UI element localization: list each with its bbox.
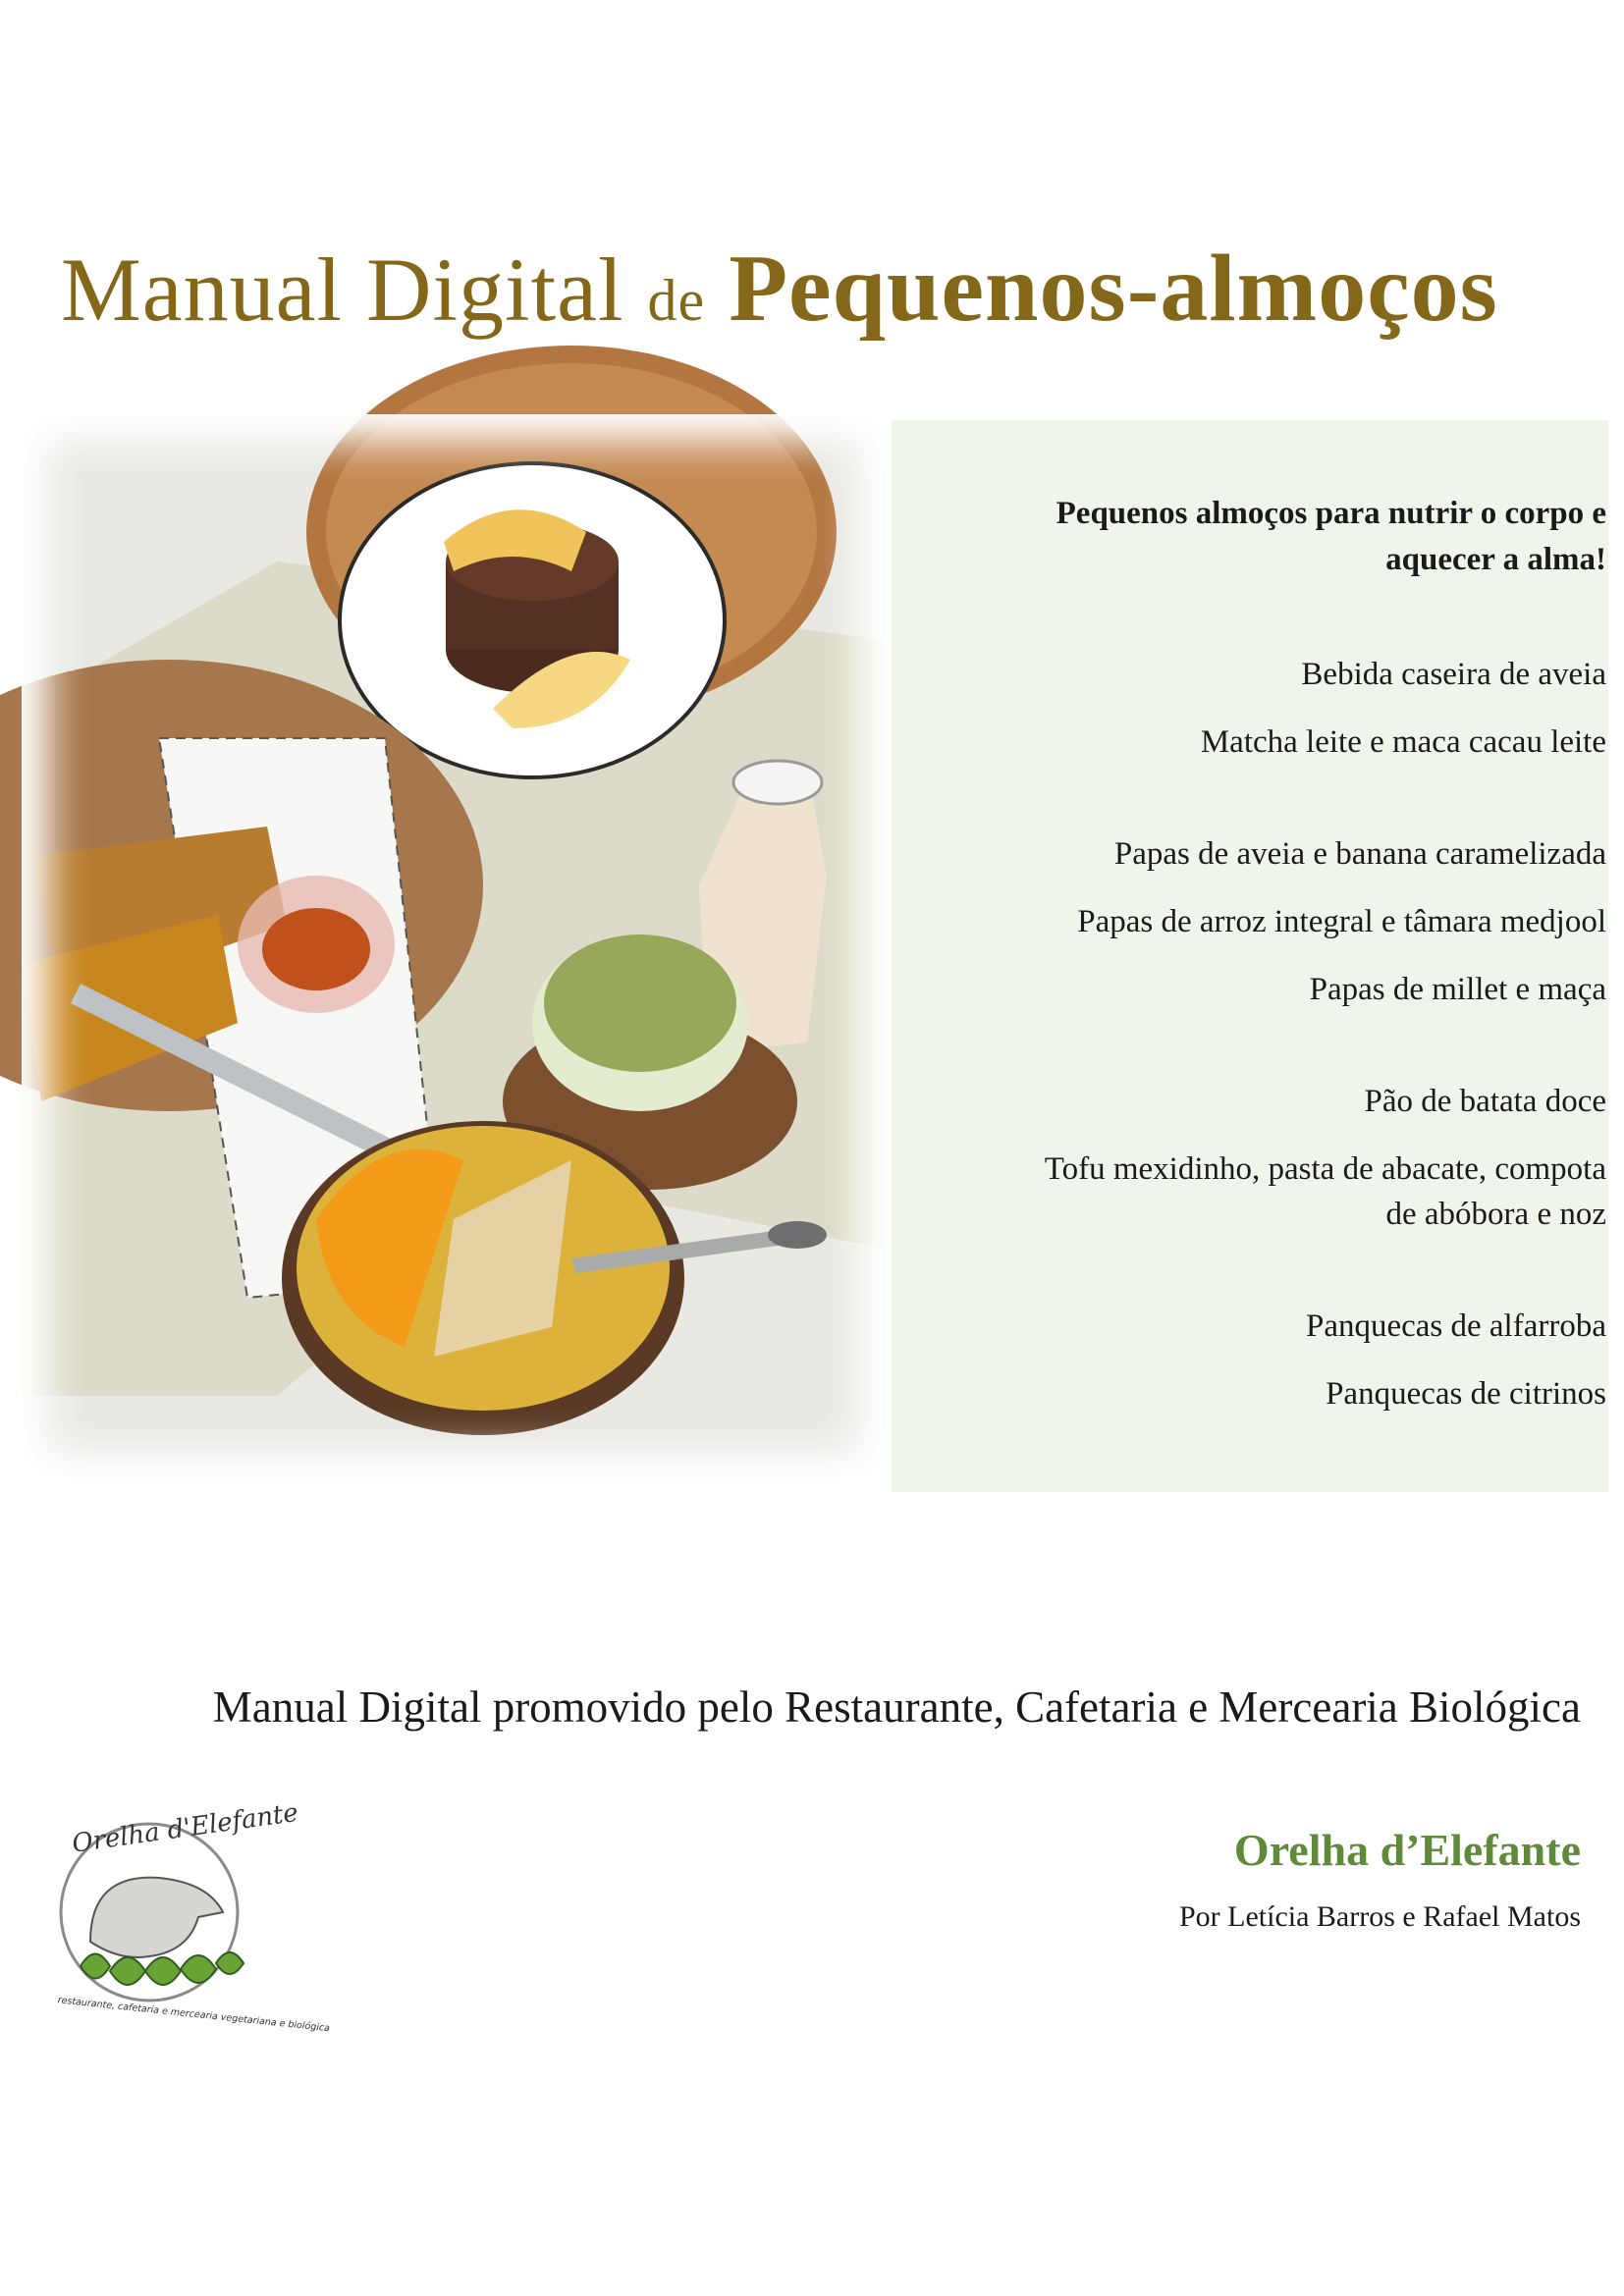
authors-credit: Por Letícia Barros e Rafael Matos — [1178, 1900, 1581, 1933]
menu-item: Tofu mexidinho, pasta de abacate, compota de abóbora e noz — [1044, 1151, 1606, 1232]
title-part-1: Manual Digital — [61, 240, 624, 340]
brand-name: Orelha d’Elefante — [1233, 1825, 1581, 1875]
menu-tagline: Pequenos almoços para nutrir o corpo e aquecer a alma! — [1056, 496, 1606, 577]
menu-group-drinks — [892, 652, 1608, 765]
menu-group-pancakes — [892, 1304, 1608, 1416]
menu-item: Matcha leite e maca cacau leite — [1200, 724, 1606, 760]
menu-group-porridge — [892, 831, 1608, 1012]
menu-item: Panquecas de citrinos — [1326, 1376, 1606, 1412]
title-part-2: de — [647, 268, 706, 333]
menu-item: Papas de aveia e banana caramelizada — [1113, 836, 1606, 872]
page-title — [61, 234, 1593, 344]
menu-item: Papas de arroz integral e tâmara medjool — [1077, 904, 1606, 939]
menu-item: Papas de millet e maça — [1309, 972, 1606, 1007]
logo-caption: restaurante, cafetaria e mercearia vegetariana e biológica — [57, 1995, 331, 2035]
title-part-3: Pequenos-almoços — [729, 236, 1498, 342]
promo-text: Manual Digital promovido pelo Restaurante, Cafetaria e Mercearia Biológica — [212, 1682, 1581, 1732]
leaf-icon — [81, 1952, 244, 1985]
menu-item: Panquecas de alfarroba — [1305, 1308, 1606, 1344]
menu-panel — [892, 420, 1608, 1492]
breakfast-illustration — [22, 414, 886, 1479]
menu-item: Bebida caseira de aveia — [1301, 657, 1606, 692]
logo-wordmark: Orelha d'Elefante — [70, 1797, 300, 1859]
breakfast-photo — [22, 414, 886, 1479]
menu-group-savory — [892, 1079, 1608, 1237]
menu-item: Pão de batata doce — [1364, 1084, 1606, 1119]
orelha-elefante-logo — [51, 1794, 331, 2040]
